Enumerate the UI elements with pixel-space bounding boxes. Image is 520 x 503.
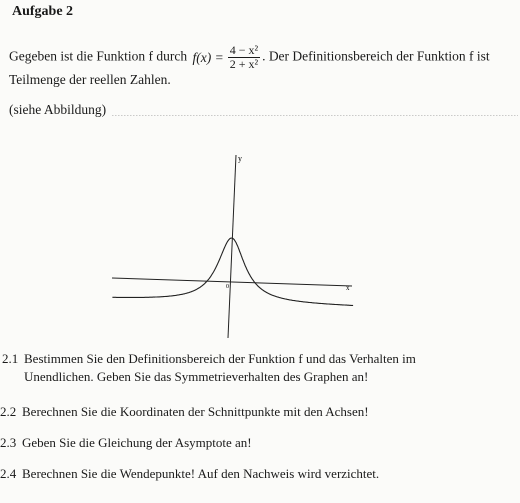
task-number: 2.3	[0, 435, 17, 450]
intro-text-part1: Gegeben ist die Funktion f durch	[9, 48, 188, 64]
task-number: 2.2	[0, 404, 17, 419]
intro-line-2: Teilmenge der reellen Zahlen.	[9, 72, 171, 87]
formula-lhs: f(x) =	[192, 49, 224, 65]
task-text-line-1: Geben Sie die Gleichung der Asymptote an!	[22, 435, 252, 450]
x-axis-label: x	[346, 284, 350, 292]
function-curve	[112, 238, 353, 306]
task-text-line-1: Berechnen Sie die Wendepunkte! Auf den Nachweis wird verzichtet.	[22, 466, 380, 481]
origin-label: 0	[226, 284, 229, 290]
task-text-line-1: Bestimmen Sie den Definitionsbereich der Funktion f und das Verhalten im	[24, 351, 416, 366]
task-text-line-1: Berechnen Sie die Koordinaten der Schnittpunkte mit den Achsen!	[22, 404, 369, 419]
task-2-3	[0, 434, 252, 452]
task-heading: Aufgabe 2	[12, 4, 74, 19]
task-number: 2.4	[0, 466, 17, 481]
task-number: 2.1	[2, 351, 19, 366]
task-2-1	[2, 350, 416, 386]
task-2-4	[0, 465, 379, 483]
x-axis	[112, 278, 352, 286]
formula-denominator: 2 + x²	[229, 57, 259, 71]
y-axis	[228, 155, 236, 338]
y-axis-label: y	[238, 154, 242, 163]
task-2-2	[0, 403, 369, 421]
intro-text-part2: . Der Definitionsbereich der Funktion f ist	[262, 48, 490, 64]
task-text-line-2: Unendlichen. Geben Sie das Symmetrieverhalten des Graphen an!	[24, 369, 369, 384]
intro-line-3: (siehe Abbildung)	[9, 102, 107, 117]
formula-numerator: 4 − x²	[229, 43, 259, 57]
